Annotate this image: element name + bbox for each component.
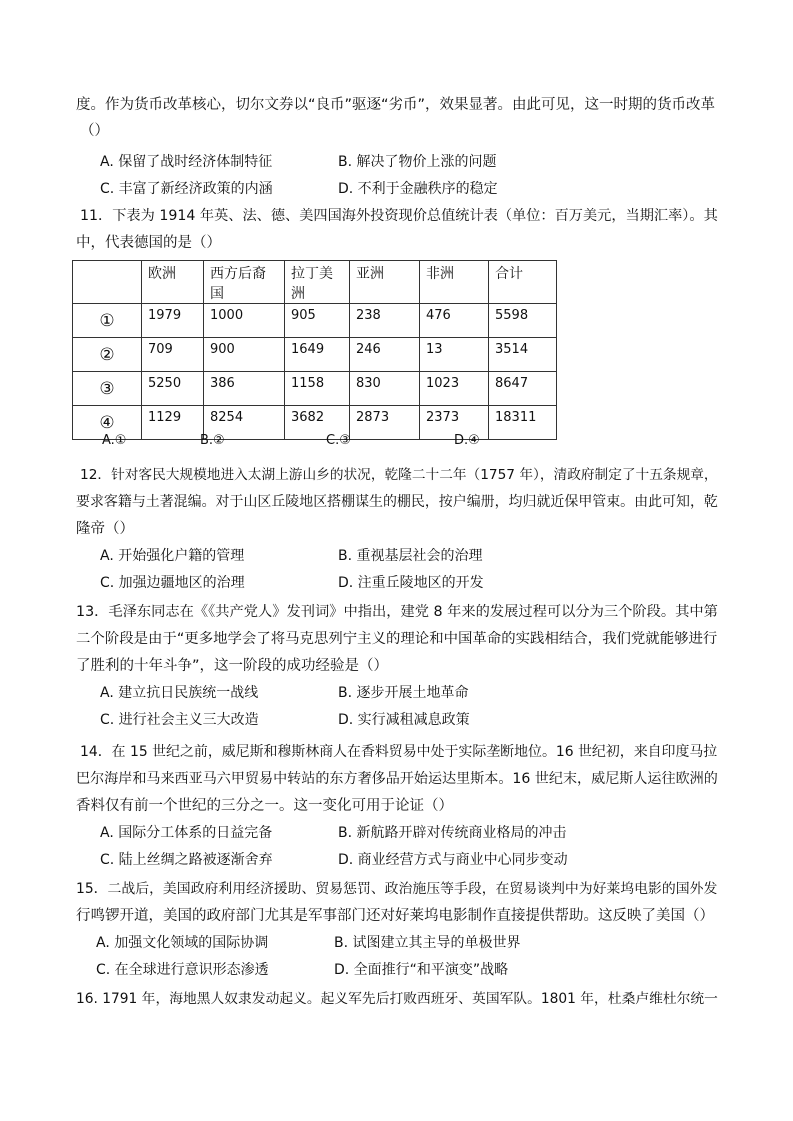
- table-cell: 8647: [489, 372, 557, 406]
- table-cell: 246: [350, 338, 420, 372]
- table-header-cell: 欧洲: [142, 261, 204, 304]
- q15-stem-line: 15．二战后，美国政府利用经济援助、贸易惩罚、政治施压等手段，在贸易谈判中为好莱坞电影的国外发: [76, 881, 718, 897]
- q11-answer-b: B.②: [200, 433, 225, 448]
- q13-stem-line: 13．毛泽东同志在《《共产党人》发刊词》中指出，建党 8 年来的发展过程可以分为三个阶段。其中第: [76, 604, 718, 620]
- q10-option-c: C. 丰富了新经济政策的内涵: [100, 181, 273, 197]
- table-cell: 386: [204, 372, 285, 406]
- q10-option-d: D. 不利于金融秩序的稳定: [338, 181, 498, 197]
- table-cell: 1000: [204, 304, 285, 338]
- table-cell: 3682: [285, 406, 350, 440]
- investment-table: [72, 260, 557, 440]
- table-cell: 1158: [285, 372, 350, 406]
- table-cell: 2373: [420, 406, 489, 440]
- table-header-cell: [73, 261, 142, 304]
- table-cell: 830: [350, 372, 420, 406]
- q11-stem-line: 11．下表为 1914 年英、法、德、美四国海外投资现价总值统计表（单位：百万美元，当期汇率）。其: [80, 208, 718, 224]
- table-cell: 1129: [142, 406, 204, 440]
- table-header-row: [73, 261, 557, 304]
- q15-stem-line: 行鸣锣开道，美国的政府部门尤其是军事部门还对好莱坞电影制作直接提供帮助。这反映了美国（）: [76, 908, 714, 924]
- table-header-cell: 西方后裔国: [204, 261, 285, 304]
- q13-option-d: D. 实行减租减息政策: [338, 712, 470, 728]
- table-cell: 900: [204, 338, 285, 372]
- table-row: [73, 304, 557, 338]
- table-cell: 1023: [420, 372, 489, 406]
- table-cell: 905: [285, 304, 350, 338]
- q11-answer-d: D.④: [454, 433, 480, 448]
- q15-option-a: A. 加强文化领域的国际协调: [96, 935, 269, 951]
- q12-stem-line: 隆帝（）: [76, 521, 134, 537]
- table-cell: ③: [73, 372, 142, 406]
- q11-answer-a: A.①: [102, 433, 127, 448]
- table-cell: 238: [350, 304, 420, 338]
- table-cell: ④: [73, 406, 142, 440]
- q13-stem-line: 了胜利的十年斗争”，这一阶段的成功经验是（）: [76, 658, 389, 674]
- q10-text-line: （）: [80, 123, 109, 139]
- q12-option-c: C. 加强边疆地区的治理: [100, 575, 245, 591]
- table-cell: 2873: [350, 406, 420, 440]
- q14-stem-line: 香料仅有前一个世纪的三分之一。这一变化可用于论证（）: [76, 798, 453, 814]
- q14-stem-line: 14．在 15 世纪之前，威尼斯和穆斯林商人在香料贸易中处于实际垄断地位。16 世纪初，来自印度马拉: [80, 744, 718, 760]
- q15-option-d: D. 全面推行“和平演变”战略: [334, 962, 509, 978]
- q12-stem-line: 要求客籍与土著混编。对于山区丘陵地区搭棚谋生的棚民，按户编册，均归就近保甲管束。由此可知，乾: [76, 494, 718, 510]
- table-header-cell: 非洲: [420, 261, 489, 304]
- q13-stem-line: 二个阶段是由于“更多地学会了将马克思列宁主义的理论和中国革命的实践相结合，我们党就能够进行: [76, 631, 718, 647]
- table-row: [73, 406, 557, 440]
- q14-stem-line: 巴尔海岸和马来西亚马六甲贸易中转站的东方奢侈品开始运达里斯本。16 世纪末，威尼斯人运往欧洲的: [76, 771, 718, 787]
- table-cell: 476: [420, 304, 489, 338]
- table-cell: 8254: [204, 406, 285, 440]
- q11-answer-c: C.③: [326, 433, 351, 448]
- q10-option-b: B. 解决了物价上涨的问题: [338, 154, 497, 170]
- table-cell: 13: [420, 338, 489, 372]
- q12-stem-line: 12．针对客民大规模地进入太湖上游山乡的状况，乾隆二十二年（1757 年），清政府制定了十五条规章，: [80, 467, 718, 483]
- table-cell: 1649: [285, 338, 350, 372]
- table-cell: 5250: [142, 372, 204, 406]
- q11-stem-line: 中，代表德国的是（）: [76, 235, 221, 251]
- table-row: [73, 372, 557, 406]
- q12-option-a: A. 开始强化户籍的管理: [100, 548, 245, 564]
- table-header-cell: 亚洲: [350, 261, 420, 304]
- table-cell: ①: [73, 304, 142, 338]
- q13-option-c: C. 进行社会主义三大改造: [100, 712, 259, 728]
- table-header-cell: 合计: [489, 261, 557, 304]
- q12-option-b: B. 重视基层社会的治理: [338, 548, 483, 564]
- table-cell: ②: [73, 338, 142, 372]
- table-cell: 5598: [489, 304, 557, 338]
- table-cell: 709: [142, 338, 204, 372]
- table-header-cell: 拉丁美洲: [285, 261, 350, 304]
- q16-stem-line: 16. 1791 年，海地黑人奴隶发动起义。起义军先后打败西班牙、英国军队。1801 年，杜桑卢维杜尔统一: [76, 991, 718, 1007]
- q14-option-c: C. 陆上丝绸之路被逐渐舍弃: [100, 852, 273, 868]
- q10-text-line: 度。作为货币改革核心，切尔文券以“良币”驱逐“劣币”，效果显著。由此可见，这一时期的货币改革: [76, 97, 716, 113]
- table-cell: 18311: [489, 406, 557, 440]
- table-cell: 3514: [489, 338, 557, 372]
- q13-option-a: A. 建立抗日民族统一战线: [100, 685, 259, 701]
- q15-option-b: B. 试图建立其主导的单极世界: [334, 935, 521, 951]
- q14-option-a: A. 国际分工体系的日益完备: [100, 825, 273, 841]
- q14-option-b: B. 新航路开辟对传统商业格局的冲击: [338, 825, 567, 841]
- table-row: [73, 338, 557, 372]
- q13-option-b: B. 逐步开展土地革命: [338, 685, 469, 701]
- q14-option-d: D. 商业经营方式与商业中心同步变动: [338, 852, 568, 868]
- q12-option-d: D. 注重丘陵地区的开发: [338, 575, 484, 591]
- q10-option-a: A. 保留了战时经济体制特征: [100, 154, 273, 170]
- q15-option-c: C. 在全球进行意识形态渗透: [96, 962, 269, 978]
- table-cell: 1979: [142, 304, 204, 338]
